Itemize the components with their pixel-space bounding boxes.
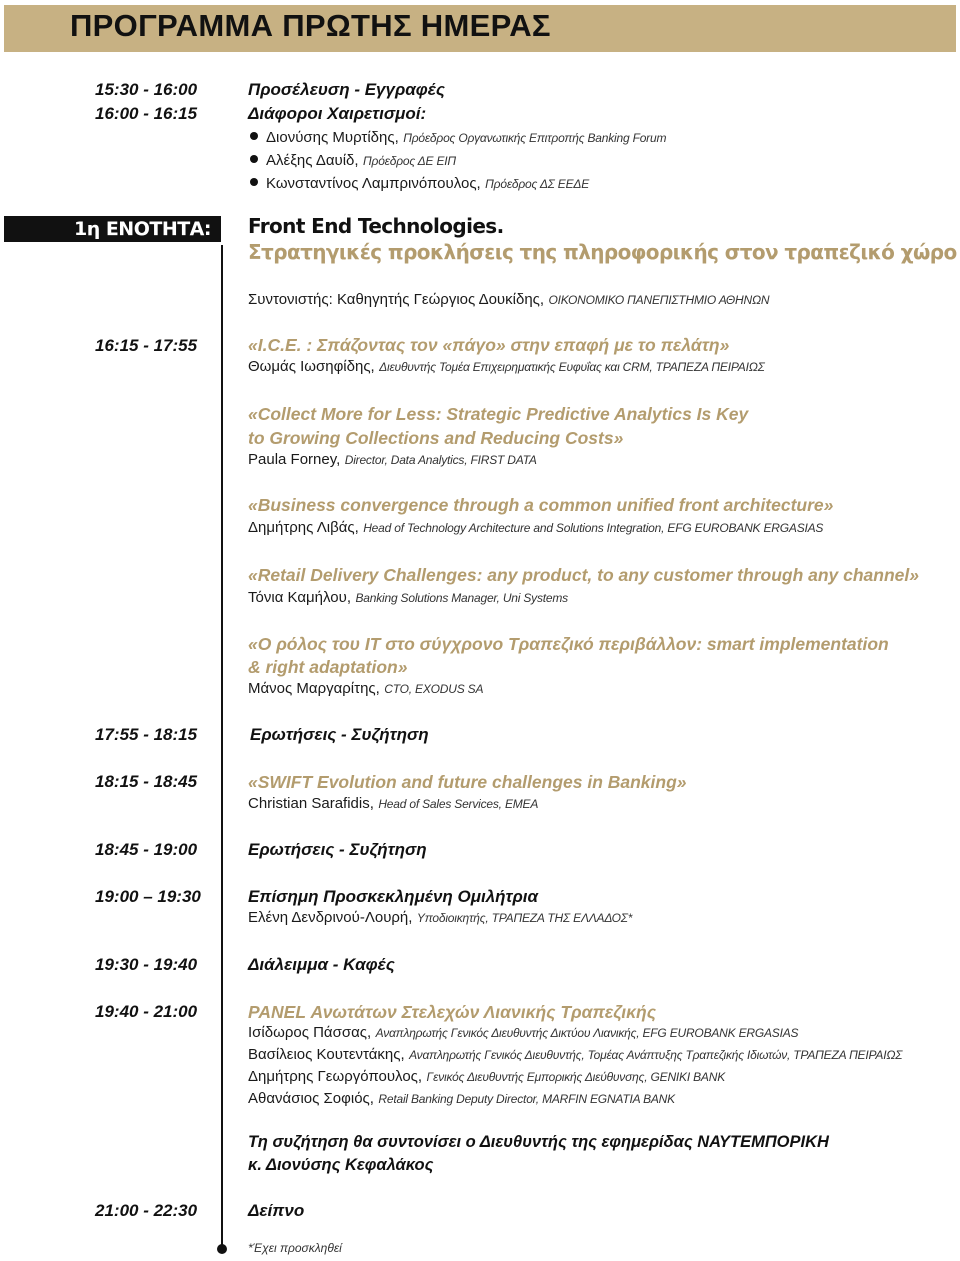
moderator: Συντονιστής: Καθηγητής Γεώργιος Δουκίδης, ΟΙΚΟΝΟΜΙΚΟ ΠΑΝΕΠΙΣΤΗΜΙΟ ΑΘΗΝΩΝ — [248, 291, 770, 308]
talk-title: «Collect More for Less: Strategic Predictive Analytics Is Key — [248, 404, 749, 424]
section-title: Front End Technologies. — [248, 214, 504, 238]
panel-member: Ισίδωρος Πάσσας, Αναπληρωτής Γενικός Διευθυντής Δικτύου Λιανικής, EFG EUROBANK ERGASIAS — [248, 1024, 799, 1041]
talk-title: «SWIFT Evolution and future challenges in Banking» — [248, 772, 687, 792]
slot-title: Διάλειμμα - Καφές — [248, 955, 395, 974]
panel-moderator-note: Τη συζήτηση θα συντονίσει ο Διευθυντής της εφημερίδας ΝΑΥΤΕΜΠΟΡΙΚΗ — [248, 1133, 829, 1151]
time-slot: 18:45 - 19:00 — [95, 840, 198, 859]
time-slot: 21:00 - 22:30 — [95, 1201, 198, 1220]
time-slot: 16:15 - 17:55 — [95, 336, 198, 355]
section-label-bar — [4, 216, 221, 242]
talk-speaker: Christian Sarafidis, Head of Sales Services, EMEA — [248, 795, 539, 812]
page-title: ΠΡΟΓΡΑΜΜΑ ΠΡΩΤΗΣ ΗΜΕΡΑΣ — [70, 8, 551, 43]
talk-title: «Ο ρόλος του IT στο σύγχρονο Τραπεζικό περιβάλλον: smart implementation — [248, 634, 889, 654]
talk-title-cont: to Growing Collections and Reducing Costs» — [248, 428, 624, 448]
panel-moderator-name: κ. Διονύσης Κεφαλάκος — [248, 1156, 434, 1174]
talk-title: «Retail Delivery Challenges: any product, to any customer through any channel» — [248, 565, 919, 585]
footnote: *Έχει προσκληθεί — [248, 1241, 342, 1255]
talk-speaker: Θωμάς Ιωσηφίδης, Διευθυντής Τομέα Επιχειρηματικής Ευφυΐας και CRM, ΤΡΑΠΕΖΑ ΠΕΙΡΑΙΩΣ — [248, 358, 765, 375]
slot-title: Δείπνο — [248, 1201, 305, 1220]
talk-speaker: Paula Forney, Director, Data Analytics, FIRST DATA — [248, 451, 537, 468]
list-item: Κωνσταντίνος Λαμπρινόπουλος, Πρόεδρος ΔΣ ΕΕΔΕ — [250, 172, 666, 195]
time-slot: 18:15 - 18:45 — [95, 772, 198, 791]
time-slot: 19:40 - 21:00 — [95, 1002, 198, 1021]
time-slot: 19:30 - 19:40 — [95, 955, 198, 974]
bullet-icon — [250, 155, 258, 163]
slot-title: Ερωτήσεις - Συζήτηση — [248, 840, 427, 859]
greetings-list — [250, 126, 666, 195]
talk-title: «Business convergence through a common unified front architecture» — [248, 495, 834, 515]
slot-title: Διάφοροι Χαιρετισμοί: — [248, 104, 427, 123]
talk-speaker: Τόνια Καμήλου, Banking Solutions Manager, Uni Systems — [248, 589, 568, 606]
section-label: 1η ΕΝΟΤΗΤΑ: — [73, 218, 211, 240]
panel-member: Αθανάσιος Σοφιός, Retail Banking Deputy Director, MARFIN EGNATIA BANK — [248, 1090, 675, 1107]
bullet-icon — [250, 132, 258, 140]
list-item: Διονύσης Μυρτίδης, Πρόεδρος Οργανωτικής Επιτροπής Banking Forum — [250, 126, 666, 149]
list-item: Αλέξης Δαυίδ, Πρόεδρος ΔΕ ΕΙΠ — [250, 149, 666, 172]
slot-title: Ερωτήσεις - Συζήτηση — [250, 725, 429, 744]
timeline-end-dot — [217, 1244, 227, 1254]
panel-member: Βασίλειος Κουτεντάκης, Αναπληρωτής Γενικός Διευθυντής, Τομέας Ανάπτυξης Τραπεζικής Ιδιωτών, ΤΡΑΠΕΖΑ ΠΕΙΡΑΙΩΣ — [248, 1046, 903, 1063]
timeline-line — [221, 245, 223, 1249]
talk-speaker: Δημήτρης Λιβάς, Head of Technology Architecture and Solutions Integration, EFG EUROBANK ERGASIAS — [248, 519, 824, 536]
talk-title: «I.C.E. : Σπάζοντας τον «πάγο» στην επαφή με το πελάτη» — [248, 335, 730, 355]
panel-member: Δημήτρης Γεωργόπουλος, Γενικός Διευθυντής Εμπορικής Διεύθυνσης, GENIKI BANK — [248, 1068, 725, 1085]
time-slot: 17:55 - 18:15 — [95, 725, 198, 744]
talk-title-cont: & right adaptation» — [248, 657, 408, 677]
time-slot: 16:00 - 16:15 — [95, 104, 198, 123]
section-subtitle: Στρατηγικές προκλήσεις της πληροφορικής στον τραπεζικό χώρο — [248, 240, 957, 264]
slot-title: Προσέλευση - Εγγραφές — [248, 80, 445, 99]
keynote-speaker: Ελένη Δενδρινού-Λουρή, Υποδιοικητής, ΤΡΑΠΕΖΑ ΤΗΣ ΕΛΛΑΔΟΣ* — [248, 909, 633, 926]
talk-speaker: Μάνος Μαργαρίτης, CTO, EXODUS SA — [248, 680, 484, 697]
time-slot: 15:30 - 16:00 — [95, 80, 198, 99]
time-slot: 19:00 – 19:30 — [95, 887, 201, 906]
bullet-icon — [250, 178, 258, 186]
slot-title: Επίσημη Προσκεκλημένη Ομιλήτρια — [248, 887, 539, 906]
panel-title: PANEL Ανωτάτων Στελεχών Λιανικής Τραπεζικής — [248, 1002, 657, 1022]
